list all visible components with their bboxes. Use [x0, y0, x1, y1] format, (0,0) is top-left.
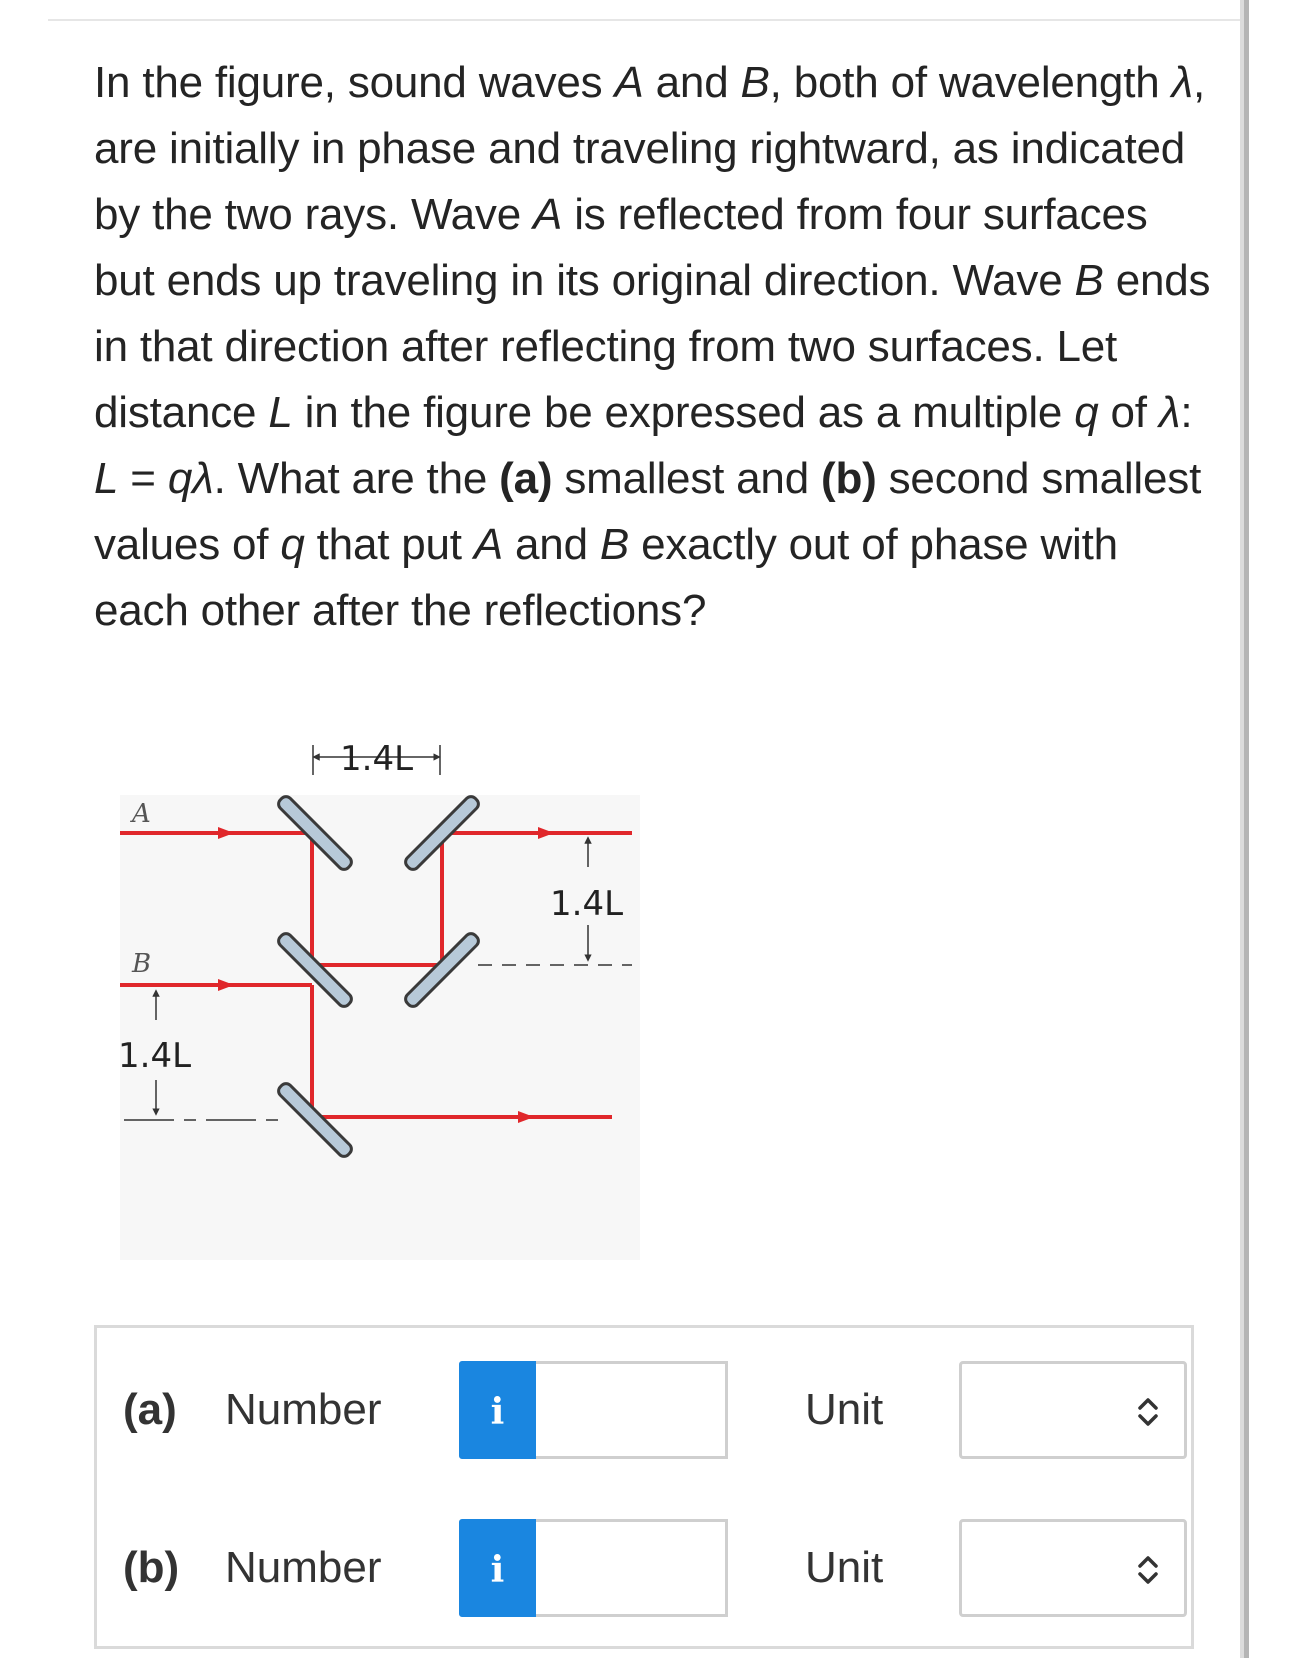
- dim-left-label: 1.4L: [118, 1036, 192, 1076]
- info-button-b[interactable]: i: [459, 1519, 536, 1617]
- number-label-b: Number: [225, 1543, 382, 1592]
- question-segment: and: [643, 58, 741, 107]
- question-segment: In the figure, sound waves: [94, 58, 615, 107]
- chevron-updown-icon: [1130, 1552, 1166, 1588]
- unit-label-a: Unit: [805, 1385, 884, 1434]
- number-input-b[interactable]: [536, 1519, 728, 1617]
- question-segment: L: [268, 388, 293, 437]
- question-segment: =: [118, 454, 168, 503]
- question-segment: in the figure be expressed as a multiple: [292, 388, 1075, 437]
- question-segment: B: [1074, 256, 1104, 305]
- unit-label-b: Unit: [805, 1543, 884, 1592]
- question-segment: L: [94, 454, 119, 503]
- unit-select-a[interactable]: [959, 1361, 1187, 1459]
- question-segment: q: [1074, 388, 1099, 437]
- question-segment: , both of wavelength: [769, 58, 1172, 107]
- question-segment: ends in that direction after reflecting from two surfaces. Let distance: [94, 256, 1211, 437]
- answer-row-a: [97, 1361, 1191, 1459]
- number-input-a[interactable]: [536, 1361, 728, 1459]
- question-segment: that put: [304, 520, 474, 569]
- figure-background: [120, 795, 640, 1260]
- question-segment: A: [473, 520, 504, 569]
- question-segment: is reflected from four surfaces but ends up traveling in its original direction. Wave: [94, 190, 1148, 305]
- chevron-updown-icon: [1130, 1394, 1166, 1430]
- question-segment: :: [1180, 388, 1193, 437]
- question-segment: exactly out of phase with each other after the reflections?: [94, 520, 1118, 635]
- question-text: [94, 50, 1214, 644]
- number-label-a: Number: [225, 1385, 382, 1434]
- figure-svg: [100, 745, 700, 1265]
- question-segment: A: [614, 58, 644, 107]
- question-segment: . What are the: [213, 454, 500, 503]
- part-a-label: (a): [123, 1385, 177, 1434]
- wave-b-label: B: [132, 949, 152, 979]
- wave-a-label: A: [132, 799, 151, 829]
- dim-right-label: 1.4L: [550, 884, 624, 924]
- part-b-label: (b): [123, 1543, 180, 1592]
- unit-select-b[interactable]: [959, 1519, 1187, 1617]
- question-segment: λ: [1158, 388, 1181, 437]
- scrollbar[interactable]: [1240, 0, 1290, 1658]
- question-segment: (a): [499, 454, 553, 503]
- info-button-a[interactable]: i: [459, 1361, 536, 1459]
- question-segment: of: [1098, 388, 1159, 437]
- dim-top-label: 1.4L: [340, 745, 414, 779]
- question-segment: , are initially in phase and traveling rightward, as indicated by the two rays. Wave: [94, 58, 1206, 239]
- question-segment: B: [599, 520, 630, 569]
- question-segment: smallest and: [552, 454, 821, 503]
- question-segment: qλ: [167, 454, 214, 503]
- answer-row-b: [97, 1519, 1191, 1617]
- question-segment: A: [533, 190, 563, 239]
- answer-panel: [94, 1325, 1194, 1649]
- question-segment: λ: [1171, 58, 1193, 107]
- question-segment: second smallest values of: [94, 454, 1202, 569]
- top-divider: [48, 19, 1240, 21]
- question-segment: and: [503, 520, 600, 569]
- question-segment: B: [740, 58, 770, 107]
- question-segment: q: [280, 520, 305, 569]
- mirror-figure: [100, 745, 700, 1265]
- question-segment: (b): [821, 454, 877, 503]
